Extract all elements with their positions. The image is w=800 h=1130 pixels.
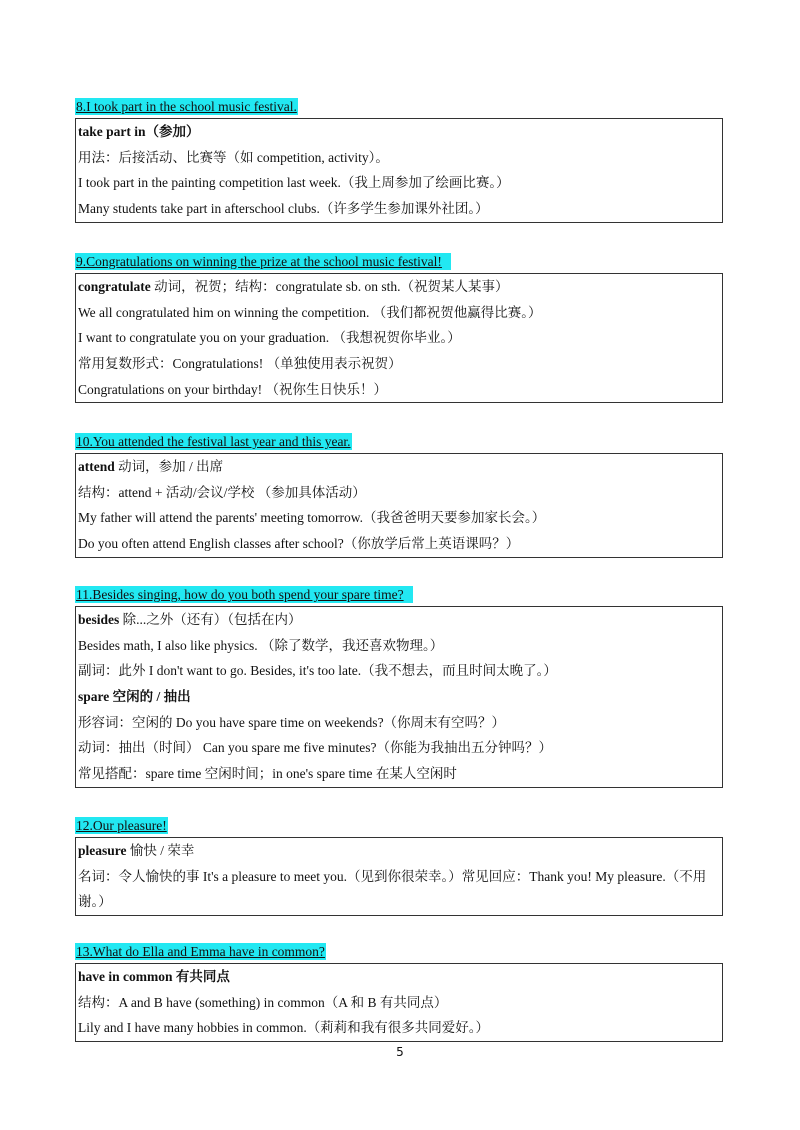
box-line: 形容词：空闲的 Do you have spare time on weekends?（你周末有空吗？）	[78, 714, 506, 730]
box-line: 常用复数形式：Congratulations! （单独使用表示祝贺）	[78, 356, 402, 372]
section-11	[75, 586, 723, 788]
box-line: Many students take part in afterschool clubs.（许多学生参加课外社团。）	[78, 201, 489, 217]
box-line: Lily and I have many hobbies in common.（莉莉和我有很多共同爱好。）	[78, 1020, 489, 1036]
explanation-box	[75, 963, 723, 1042]
box-line: 结构：A and B have (something) in common（A 和 B 有共同点）	[78, 994, 448, 1010]
explanation-box	[75, 837, 723, 916]
explanation-box	[75, 453, 723, 558]
box-line: 用法：后接活动、比赛等（如 competition, activity）。	[78, 149, 389, 165]
section-heading: 8.I took part in the school music festival.	[76, 99, 297, 114]
section-heading: 9.Congratulations on winning the prize at the school music festival!	[75, 253, 451, 270]
section-heading: 12.Our pleasure!	[76, 818, 167, 833]
box-line: My father will attend the parents' meeting tomorrow.（我爸爸明天要参加家长会。）	[78, 510, 546, 526]
section-12	[75, 817, 723, 916]
box-line: take part in（参加）	[78, 124, 200, 139]
box-line: 动词：抽出（时间） Can you spare me five minutes?（你能为我抽出五分钟吗？）	[78, 740, 552, 756]
section-9	[75, 253, 723, 403]
section-heading: 13.What do Ella and Emma have in common?	[76, 944, 325, 959]
explanation-box	[75, 606, 723, 788]
explanation-box	[75, 118, 723, 223]
box-line: We all congratulated him on winning the competition. （我们都祝贺他赢得比赛。）	[78, 304, 542, 320]
box-line: Congratulations on your birthday! （祝你生日快乐！）	[78, 381, 387, 397]
section-8	[75, 98, 723, 223]
box-line: 结构：attend + 活动/会议/学校 （参加具体活动）	[78, 484, 366, 500]
box-line: 副词：此外 I don't want to go. Besides, it's too late.（我不想去，而且时间太晚了。）	[78, 663, 557, 679]
box-line: I took part in the painting competition last week.（我上周参加了绘画比赛。）	[78, 175, 510, 191]
box-line: I want to congratulate you on your graduation. （我想祝贺你毕业。）	[78, 330, 461, 346]
box-line: 常见搭配：spare time 空闲时间；in one's spare time 在某人空闲时	[78, 766, 457, 782]
section-heading: 10.You attended the festival last year and this year.	[76, 434, 351, 449]
box-line: Besides math, I also like physics. （除了数学，我还喜欢物理。）	[78, 637, 444, 653]
box-line: congratulate 动词，祝贺；结构：congratulate sb. on sth.（祝贺某人某事）	[78, 279, 509, 294]
section-10	[75, 433, 723, 558]
box-line: 名词：令人愉快的事 It's a pleasure to meet you.（见到你很荣幸。）常见回应：Thank you! My pleasure.（不用谢。）	[78, 868, 707, 910]
explanation-box	[75, 273, 723, 403]
box-line: pleasure 愉快 / 荣幸	[78, 843, 195, 858]
box-line: spare 空闲的 / 抽出	[78, 689, 191, 705]
page-number: 5	[396, 1045, 404, 1059]
box-line: Do you often attend English classes after school?（你放学后常上英语课吗？）	[78, 536, 520, 552]
box-line: have in common 有共同点	[78, 969, 230, 984]
box-line: besides 除...之外（还有）（包括在内）	[78, 612, 302, 627]
section-heading: 11.Besides singing, how do you both spend your spare time?	[75, 586, 413, 603]
box-line: attend 动词，参加 / 出席	[78, 459, 224, 474]
section-13	[75, 943, 723, 1042]
